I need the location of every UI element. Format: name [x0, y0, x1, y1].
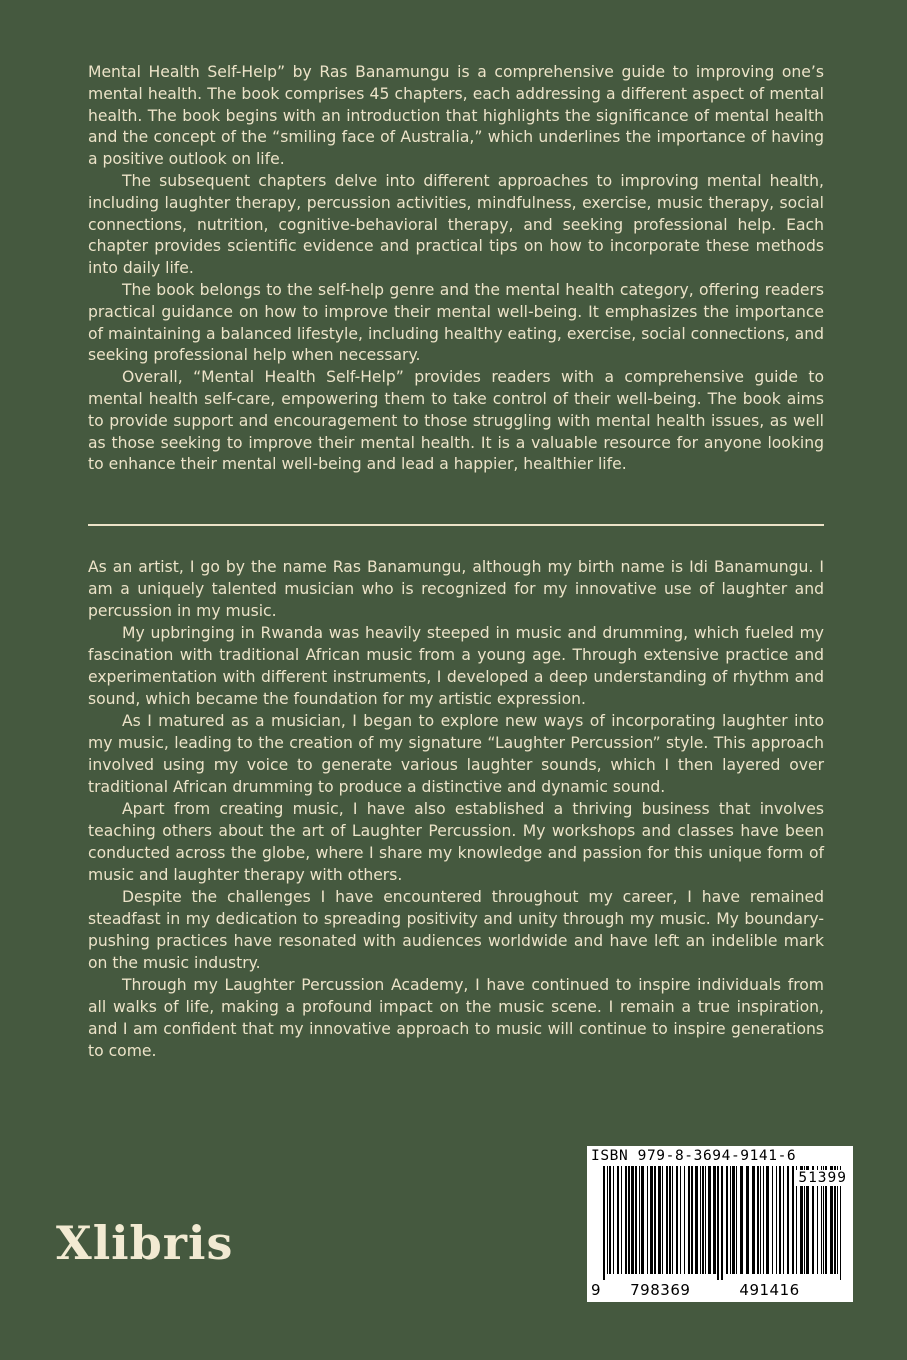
bio-paragraph: Apart from creating music, I have also established a thriving business that involves teaching others about the art of Laughter Percussion. My workshops and classes have been conducted across the globe, where I share my knowledge and passion for this unique form of music and laughter therapy with others. — [88, 800, 824, 884]
description-paragraph: Mental Health Self-Help” by Ras Banamungu is a comprehensive guide to improving one’s mental health. The book comprises 45 chapters, each addressing a different aspect of mental health. The book begins with an introduction that highlights the significance of mental health and the concept of the “smiling face of Australia,” which underlines the importance of having a positive outlook on life. — [88, 63, 824, 169]
description-paragraph: The subsequent chapters delve into different approaches to improving mental health, including laughter therapy, percussion activities, mindfulness, exercise, music therapy, social connections, nutrition, cognitive-behavioral therapy, and seeking professional help. Each chapter provides scientific evidence and practical tips on how to incorporate these methods into daily life. — [88, 171, 824, 278]
barcode-digit-lead: 9 — [591, 1281, 602, 1299]
bio-paragraph: As an artist, I go by the name Ras Banamungu, although my birth name is Idi Banamungu. I am a uniquely talented musician who is recognized for my innovative use of laughter and percussion in my music. — [88, 558, 824, 620]
price-code: 51399 — [795, 1170, 847, 1186]
bio-paragraph: Through my Laughter Percussion Academy, I have continued to inspire individuals from all walks of life, making a profound impact on the music scene. I remain a true inspiration, and I am confident that my innovative approach to music will continue to inspire generations to come. — [88, 976, 824, 1060]
bio-paragraph: My upbringing in Rwanda was heavily steeped in music and drumming, which fueled my fascination with traditional African music from a young age. Through extensive practice and experimentation with different instruments, I developed a deep understanding of rhythm and sound, which became the foundation for my artistic expression. — [88, 624, 824, 708]
publisher-logo: Xlibris — [56, 1216, 234, 1270]
description-paragraph: The book belongs to the self-help genre and the mental health category, offering readers practical guidance on how to improve their mental well-being. It emphasizes the importance of maintaining a balanced lifestyle, including healthy eating, exercise, social connections, and seeking professional help when necessary. — [88, 280, 824, 365]
barcode-digits-right: 491416 — [739, 1281, 800, 1299]
bio-paragraph: Despite the challenges I have encountered throughout my career, I have remained steadfast in my dedication to spreading positivity and unity through my music. My boundary-pushing practices have resonated with audiences worldwide and have left an indelible mark on the music industry. — [88, 888, 824, 972]
book-description — [88, 62, 824, 476]
bio-paragraph: As I matured as a musician, I began to explore new ways of incorporating laughter into my music, leading to the creation of my signature “Laughter Percussion” style. This approach involved using my voice to generate various laughter sounds, which I then layered over traditional African drumming to produce a distinctive and dynamic sound. — [88, 712, 824, 796]
isbn-barcode — [587, 1146, 853, 1302]
section-divider — [88, 524, 824, 526]
barcode-digits-left: 798369 — [630, 1281, 691, 1299]
isbn-label: ISBN 979-8-3694-9141-6 — [591, 1148, 799, 1164]
author-bio — [88, 556, 824, 1062]
description-paragraph: Overall, “Mental Health Self-Help” provides readers with a comprehensive guide to mental health self-care, empowering them to take control of their well-being. The book aims to provide support and encouragement to those struggling with mental health issues, as well as those seeking to improve their mental health. It is a valuable resource for anyone looking to enhance their mental well-being and lead a happier, healthier life. — [88, 368, 824, 474]
barcode-digits — [591, 1281, 849, 1299]
